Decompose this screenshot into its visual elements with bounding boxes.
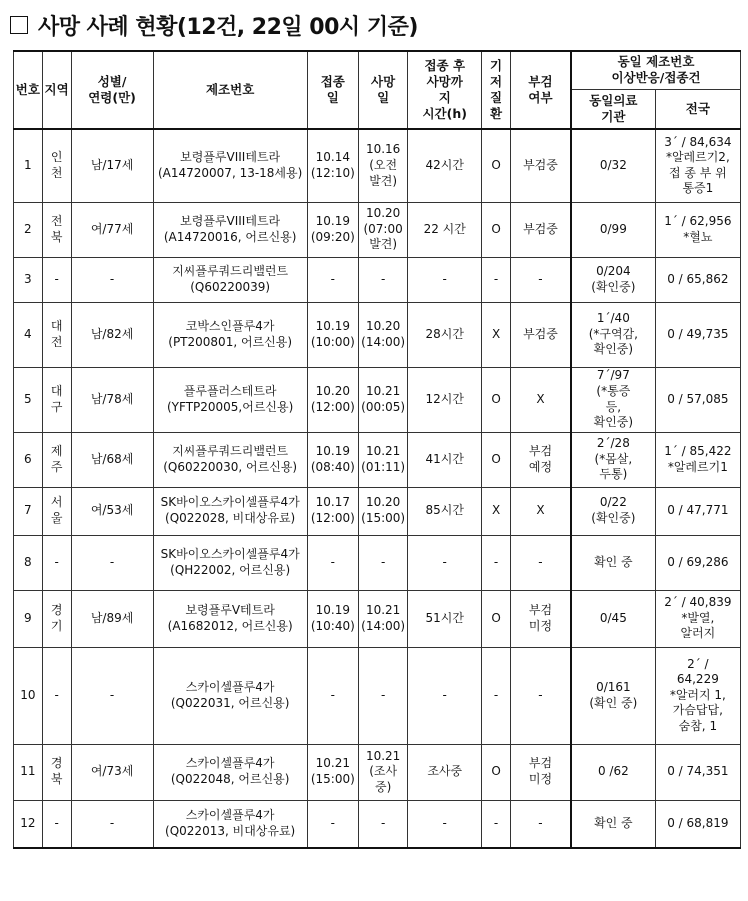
cell-underlying: X xyxy=(482,302,511,367)
cell-lot: 스카이셀플루4가 (Q022048, 어르신용) xyxy=(153,744,307,800)
cell-vax-date: 10.21 (15:00) xyxy=(307,744,358,800)
cell-no: 8 xyxy=(14,535,43,590)
cell-vax-date: - xyxy=(307,800,358,848)
cell-lot: SK바이오스카이셀플루4가 (QH22002, 어르신용) xyxy=(153,535,307,590)
cell-sex-age: 여/53세 xyxy=(71,487,153,535)
cell-region: 경 기 xyxy=(42,590,71,647)
cell-lot: 지씨플루쿼드리밸런트 (Q60220039) xyxy=(153,257,307,302)
cell-region: 인 천 xyxy=(42,129,71,202)
cell-no: 6 xyxy=(14,432,43,487)
table-row xyxy=(14,367,741,432)
cell-lot: 스카이셀플루4가 (Q022031, 어르신용) xyxy=(153,647,307,744)
cell-underlying: - xyxy=(482,647,511,744)
cell-autopsy: X xyxy=(510,367,571,432)
cell-same-inst: 0/45 xyxy=(571,590,655,647)
cell-no: 3 xyxy=(14,257,43,302)
cell-vax-date: 10.20 (12:00) xyxy=(307,367,358,432)
cell-death-date: - xyxy=(358,800,407,848)
cell-autopsy: 부검 예정 xyxy=(510,432,571,487)
cell-hours: 22 시간 xyxy=(408,202,482,257)
cell-no: 7 xyxy=(14,487,43,535)
table-row xyxy=(14,432,741,487)
cell-death-date: - xyxy=(358,257,407,302)
cell-hours: 42시간 xyxy=(408,129,482,202)
cell-same-inst: 0/161 (확인 중) xyxy=(571,647,655,744)
cell-region: 전 북 xyxy=(42,202,71,257)
cell-region: 대 전 xyxy=(42,302,71,367)
cell-national: 0 / 65,862 xyxy=(655,257,740,302)
cell-national: 1´ / 62,956 *혈뇨 xyxy=(655,202,740,257)
cell-region: - xyxy=(42,257,71,302)
cell-lot: 보령플루V테트라 (A1682012, 어르신용) xyxy=(153,590,307,647)
cell-underlying: O xyxy=(482,129,511,202)
cell-same-inst: 확인 중 xyxy=(571,535,655,590)
cell-underlying: - xyxy=(482,535,511,590)
header-no: 번호 xyxy=(14,51,43,129)
cell-same-inst: 0/32 xyxy=(571,129,655,202)
cell-no: 4 xyxy=(14,302,43,367)
cell-death-date: 10.21 (14:00) xyxy=(358,590,407,647)
cell-lot: 보령플루VIII테트라 (A14720016, 어르신용) xyxy=(153,202,307,257)
cell-underlying: X xyxy=(482,487,511,535)
cell-same-inst: 0/22 (확인중) xyxy=(571,487,655,535)
cell-underlying: O xyxy=(482,432,511,487)
cell-no: 1 xyxy=(14,129,43,202)
cell-region: 대 구 xyxy=(42,367,71,432)
table-row xyxy=(14,487,741,535)
cell-sex-age: 여/73세 xyxy=(71,744,153,800)
cell-same-inst: 7´/97 (*통증 등, 확인중) xyxy=(571,367,655,432)
cell-national: 3´ / 84,634 *알레르기2, 접 종 부 위 통증1 xyxy=(655,129,740,202)
cell-sex-age: 남/89세 xyxy=(71,590,153,647)
cell-vax-date: 10.14 (12:10) xyxy=(307,129,358,202)
title-text: 사망 사례 현황(12건, 22일 00시 기준) xyxy=(38,14,418,40)
cell-autopsy: 부검중 xyxy=(510,129,571,202)
cell-national: 0 / 68,819 xyxy=(655,800,740,848)
cell-vax-date: - xyxy=(307,535,358,590)
cell-national: 0 / 47,771 xyxy=(655,487,740,535)
cell-national: 0 / 49,735 xyxy=(655,302,740,367)
table-row xyxy=(14,129,741,202)
cell-region: 경 북 xyxy=(42,744,71,800)
table-row xyxy=(14,744,741,800)
cell-autopsy: X xyxy=(510,487,571,535)
cell-hours: - xyxy=(408,535,482,590)
cell-underlying: O xyxy=(482,367,511,432)
cell-death-date: 10.20 (07:00 발견) xyxy=(358,202,407,257)
cell-autopsy: 부검 미정 xyxy=(510,744,571,800)
cell-vax-date: - xyxy=(307,647,358,744)
cell-vax-date: 10.17 (12:00) xyxy=(307,487,358,535)
death-cases-table xyxy=(13,50,741,849)
cell-autopsy: - xyxy=(510,535,571,590)
cell-death-date: 10.21 (조사 중) xyxy=(358,744,407,800)
cell-vax-date: 10.19 (10:00) xyxy=(307,302,358,367)
cell-same-inst: 2´/28 (*몸살, 두통) xyxy=(571,432,655,487)
cell-sex-age: - xyxy=(71,647,153,744)
cell-death-date: - xyxy=(358,647,407,744)
cell-national: 1´ / 85,422 *알레르기1 xyxy=(655,432,740,487)
cell-same-inst: 확인 중 xyxy=(571,800,655,848)
cell-death-date: 10.20 (15:00) xyxy=(358,487,407,535)
cell-no: 12 xyxy=(14,800,43,848)
cell-same-inst: 1´/40 (*구역감, 확인중) xyxy=(571,302,655,367)
cell-no: 11 xyxy=(14,744,43,800)
cell-death-date: - xyxy=(358,535,407,590)
cell-region: 서 울 xyxy=(42,487,71,535)
cell-autopsy: 부검중 xyxy=(510,302,571,367)
cell-vax-date: - xyxy=(307,257,358,302)
cell-sex-age: - xyxy=(71,800,153,848)
checkbox-square-icon xyxy=(10,16,28,34)
cell-region: 제 주 xyxy=(42,432,71,487)
cell-vax-date: 10.19 (08:40) xyxy=(307,432,358,487)
cell-hours: 41시간 xyxy=(408,432,482,487)
cell-death-date: 10.21 (01:11) xyxy=(358,432,407,487)
cell-sex-age: 남/82세 xyxy=(71,302,153,367)
cell-lot: 지씨플루쿼드리밸런트 (Q60220030, 어르신용) xyxy=(153,432,307,487)
cell-underlying: - xyxy=(482,800,511,848)
cell-hours: 조사중 xyxy=(408,744,482,800)
cell-lot: 보령플루VIII테트라 (A14720007, 13-18세용) xyxy=(153,129,307,202)
header-national: 전국 xyxy=(655,89,740,129)
page-title xyxy=(10,8,418,42)
cell-hours: 85시간 xyxy=(408,487,482,535)
header-same-lot: 동일 제조번호 이상반응/접종건 xyxy=(571,51,740,89)
cell-underlying: O xyxy=(482,744,511,800)
cell-national: 0 / 57,085 xyxy=(655,367,740,432)
cell-hours: 12시간 xyxy=(408,367,482,432)
cell-lot: 스카이셀플루4가 (Q022013, 비대상유료) xyxy=(153,800,307,848)
header-sex-age: 성별/ 연령(만) xyxy=(71,51,153,129)
cell-vax-date: 10.19 (09:20) xyxy=(307,202,358,257)
cell-region: - xyxy=(42,647,71,744)
table-row xyxy=(14,647,741,744)
cell-same-inst: 0 /62 xyxy=(571,744,655,800)
cell-no: 10 xyxy=(14,647,43,744)
cell-national: 2´ / 64,229 *알러지 1, 가슴답답, 숨참, 1 xyxy=(655,647,740,744)
cell-same-inst: 0/204 (확인중) xyxy=(571,257,655,302)
header-underlying: 기 저 질 환 xyxy=(482,51,511,129)
header-autopsy: 부검 여부 xyxy=(510,51,571,129)
cell-no: 5 xyxy=(14,367,43,432)
table-row xyxy=(14,257,741,302)
cell-underlying: O xyxy=(482,590,511,647)
cell-national: 0 / 74,351 xyxy=(655,744,740,800)
header-lot: 제조번호 xyxy=(153,51,307,129)
cell-sex-age: - xyxy=(71,257,153,302)
cell-national: 0 / 69,286 xyxy=(655,535,740,590)
cell-national: 2´ / 40,839 *발열, 알러지 xyxy=(655,590,740,647)
cell-same-inst: 0/99 xyxy=(571,202,655,257)
cell-lot: 코박스인플루4가 (PT200801, 어르신용) xyxy=(153,302,307,367)
header-same-inst: 동일의료 기관 xyxy=(571,89,655,129)
cell-region: - xyxy=(42,800,71,848)
cell-sex-age: 남/17세 xyxy=(71,129,153,202)
header-hours: 접종 후 사망까 지 시간(h) xyxy=(408,51,482,129)
table-row xyxy=(14,302,741,367)
cell-sex-age: 남/78세 xyxy=(71,367,153,432)
cell-region: - xyxy=(42,535,71,590)
cell-death-date: 10.20 (14:00) xyxy=(358,302,407,367)
header-region: 지역 xyxy=(42,51,71,129)
cell-hours: 28시간 xyxy=(408,302,482,367)
cell-underlying: - xyxy=(482,257,511,302)
cell-vax-date: 10.19 (10:40) xyxy=(307,590,358,647)
header-vax-date: 접종 일 xyxy=(307,51,358,129)
cell-hours: - xyxy=(408,800,482,848)
cell-autopsy: - xyxy=(510,257,571,302)
cell-autopsy: 부검중 xyxy=(510,202,571,257)
header-death-date: 사망 일 xyxy=(358,51,407,129)
cell-death-date: 10.16 (오전 발견) xyxy=(358,129,407,202)
cell-sex-age: 여/77세 xyxy=(71,202,153,257)
cell-sex-age: 남/68세 xyxy=(71,432,153,487)
cell-lot: 플루플러스테트라 (YFTP20005,어르신용) xyxy=(153,367,307,432)
cell-hours: - xyxy=(408,647,482,744)
cell-hours: 51시간 xyxy=(408,590,482,647)
cell-autopsy: 부검 미정 xyxy=(510,590,571,647)
cell-no: 2 xyxy=(14,202,43,257)
cell-underlying: O xyxy=(482,202,511,257)
table-row xyxy=(14,535,741,590)
cell-no: 9 xyxy=(14,590,43,647)
cell-autopsy: - xyxy=(510,800,571,848)
cell-autopsy: - xyxy=(510,647,571,744)
cell-lot: SK바이오스카이셀플루4가 (Q022028, 비대상유료) xyxy=(153,487,307,535)
cell-hours: - xyxy=(408,257,482,302)
cell-sex-age: - xyxy=(71,535,153,590)
table-row xyxy=(14,590,741,647)
table-row xyxy=(14,800,741,848)
table-row xyxy=(14,202,741,257)
cell-death-date: 10.21 (00:05) xyxy=(358,367,407,432)
